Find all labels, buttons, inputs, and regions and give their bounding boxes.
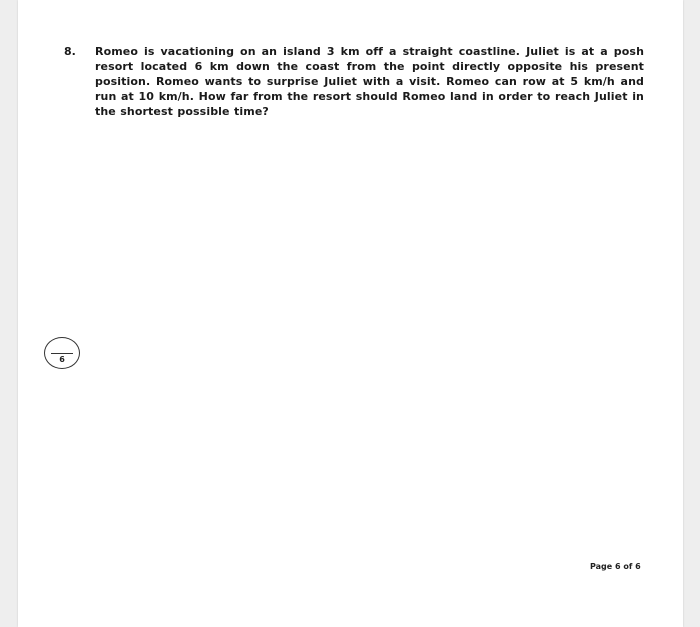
page-number: Page 6 of 6 xyxy=(590,562,641,571)
question-text: Romeo is vacationing on an island 3 km off a straight coastline. Juliet is at a posh resort located 6 km down the coast from the point directly opposite his present position. Romeo wants to surprise Juliet with a visit. Romeo can row at 5 km/h and run at 10 km/h. How far from the resort should Romeo land in order to reach Juliet in the shortest possible time? xyxy=(95,45,644,118)
score-box xyxy=(44,337,80,369)
score-fraction-line xyxy=(51,353,73,354)
score-total: 6 xyxy=(59,355,65,364)
question-number: 8. xyxy=(64,45,76,58)
question-8 xyxy=(64,44,644,119)
document-page xyxy=(18,0,683,627)
